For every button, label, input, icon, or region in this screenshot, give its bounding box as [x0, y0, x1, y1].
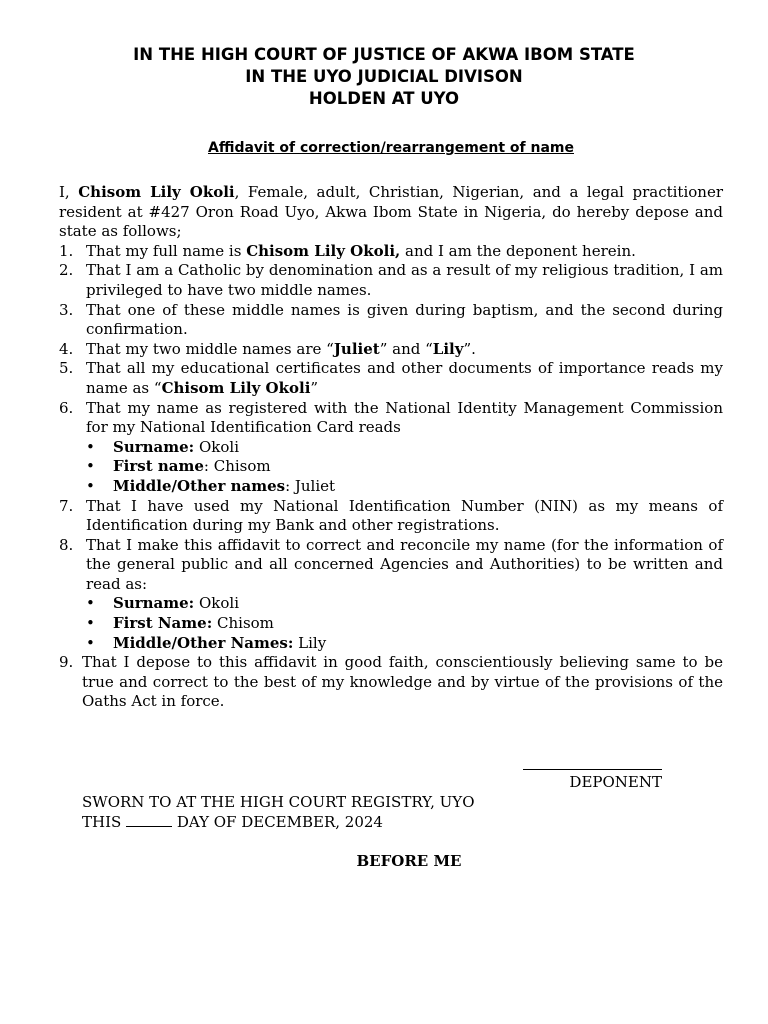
intro-paragraph: [59, 183, 723, 242]
court-header-line-2: IN THE UYO JUDICIAL DIVISON: [245, 67, 523, 86]
sub-item: [86, 614, 723, 634]
sub-label: First name: [113, 457, 204, 476]
statement-item-4: [59, 340, 723, 360]
sub-value: : Juliet: [285, 476, 336, 495]
item-number: 1.: [59, 241, 74, 260]
sworn-block: [82, 792, 475, 832]
middle-name-2: Lily: [432, 339, 464, 358]
sworn-line-1: SWORN TO AT THE HIGH COURT REGISTRY, UYO: [82, 793, 475, 811]
item-number: 9.: [59, 653, 74, 672]
statement-item-9: [59, 653, 723, 712]
before-me: BEFORE ME: [356, 852, 462, 870]
deponent-name: Chisom Lily Okoli: [78, 183, 235, 201]
document-title: Affidavit of correction/rearrangement of name: [208, 140, 574, 156]
sworn-line-2: [82, 812, 475, 832]
sub-item: [86, 438, 723, 458]
sub-value: Okoli: [194, 594, 239, 613]
item-text: That I depose to this affidavit in good faith, conscientiously believing same to be true and correct to the best of my knowledge and by virtue of the provisions of the Oaths Act in force.: [82, 653, 723, 711]
item-text: That my full name is: [86, 241, 247, 260]
item-text: That I make this affidavit to correct and reconcile my name (for the information of the general public and all concerned Agencies and Authorities) to be written and read as:: [86, 535, 723, 593]
item-text: ”.: [463, 339, 476, 358]
sub-item: [86, 457, 723, 477]
statement-item-5: [59, 359, 723, 398]
sub-value: Chisom: [212, 614, 274, 633]
item-text: ”: [310, 378, 319, 397]
item-number: 8.: [59, 535, 74, 554]
day-blank: [126, 812, 172, 827]
item-number: 3.: [59, 300, 74, 319]
court-header-line-3: HOLDEN AT UYO: [308, 89, 460, 108]
affidavit-body: [59, 183, 723, 712]
statement-item-3: [59, 301, 723, 340]
bullet-icon: •: [86, 476, 95, 495]
item-number: 7.: [59, 496, 74, 515]
intro-prefix: I,: [59, 183, 79, 201]
item-text: That I have used my National Identification Number (NIN) as my means of Identification during my Bank and other registrations.: [86, 496, 723, 535]
item-number: 4.: [59, 339, 74, 358]
bullet-icon: •: [86, 457, 95, 476]
item-number: 6.: [59, 398, 74, 417]
bullet-icon: •: [86, 594, 95, 613]
statement-list: [59, 242, 723, 712]
statement-item-2: [59, 261, 723, 300]
sub-label: Middle/Other Names:: [113, 633, 294, 652]
item-text: That my name as registered with the National Identity Management Commission for my National Identification Card reads: [86, 398, 723, 437]
item-text: That I am a Catholic by denomination and as a result of my religious tradition, I am privileged to have two middle names.: [86, 261, 723, 299]
bullet-icon: •: [86, 633, 95, 652]
sub-value: : Chisom: [203, 457, 271, 476]
item-bold-name: Chisom Lily Okoli,: [246, 241, 401, 260]
item-number: 2.: [59, 261, 74, 280]
statement-item-8: [59, 536, 723, 654]
sub-item: [86, 477, 723, 497]
sub-value: Okoli: [194, 437, 239, 456]
sub-label: Surname:: [113, 437, 195, 456]
statement-item-1: [59, 242, 723, 262]
middle-name-1: Juliet: [333, 339, 380, 358]
sub-item: [86, 634, 723, 654]
nimc-name-list: [86, 438, 723, 497]
sub-label: Surname:: [113, 594, 195, 613]
bullet-icon: •: [86, 614, 95, 633]
sub-item: [86, 594, 723, 614]
statement-item-7: [59, 497, 723, 536]
item-text: and I am the deponent herein.: [400, 241, 636, 260]
intro-rest: , Female, adult, Christian, Nigerian, and a legal practitioner resident at #427 Oron Road Uyo, Akwa Ibom State in Nigeria, do hereby depose and state as follows;: [59, 183, 723, 241]
item-text: ” and “: [379, 339, 433, 358]
item-bold-name: Chisom Lily Okoli: [161, 378, 311, 397]
sub-label: Middle/Other names: [113, 476, 286, 495]
item-text: That all my educational certificates and other documents of importance reads my name as “: [86, 359, 723, 397]
sub-value: Lily: [293, 633, 327, 652]
corrected-name-list: [86, 594, 723, 653]
bullet-icon: •: [86, 437, 95, 456]
court-header: [0, 44, 768, 110]
signature-line: [523, 769, 662, 770]
sub-label: First Name:: [113, 614, 213, 633]
deponent-label: DEPONENT: [569, 773, 662, 791]
item-number: 5.: [59, 359, 74, 378]
item-text: That one of these middle names is given during baptism, and the second during confirmation.: [86, 300, 723, 339]
sworn-line-2-pre: THIS: [82, 813, 127, 831]
item-text: That my two middle names are “: [86, 339, 334, 358]
sworn-line-2-post: DAY OF DECEMBER, 2024: [172, 813, 383, 831]
court-header-line-1: IN THE HIGH COURT OF JUSTICE OF AKWA IBOM STATE: [133, 45, 635, 64]
statement-item-6: [59, 399, 723, 497]
